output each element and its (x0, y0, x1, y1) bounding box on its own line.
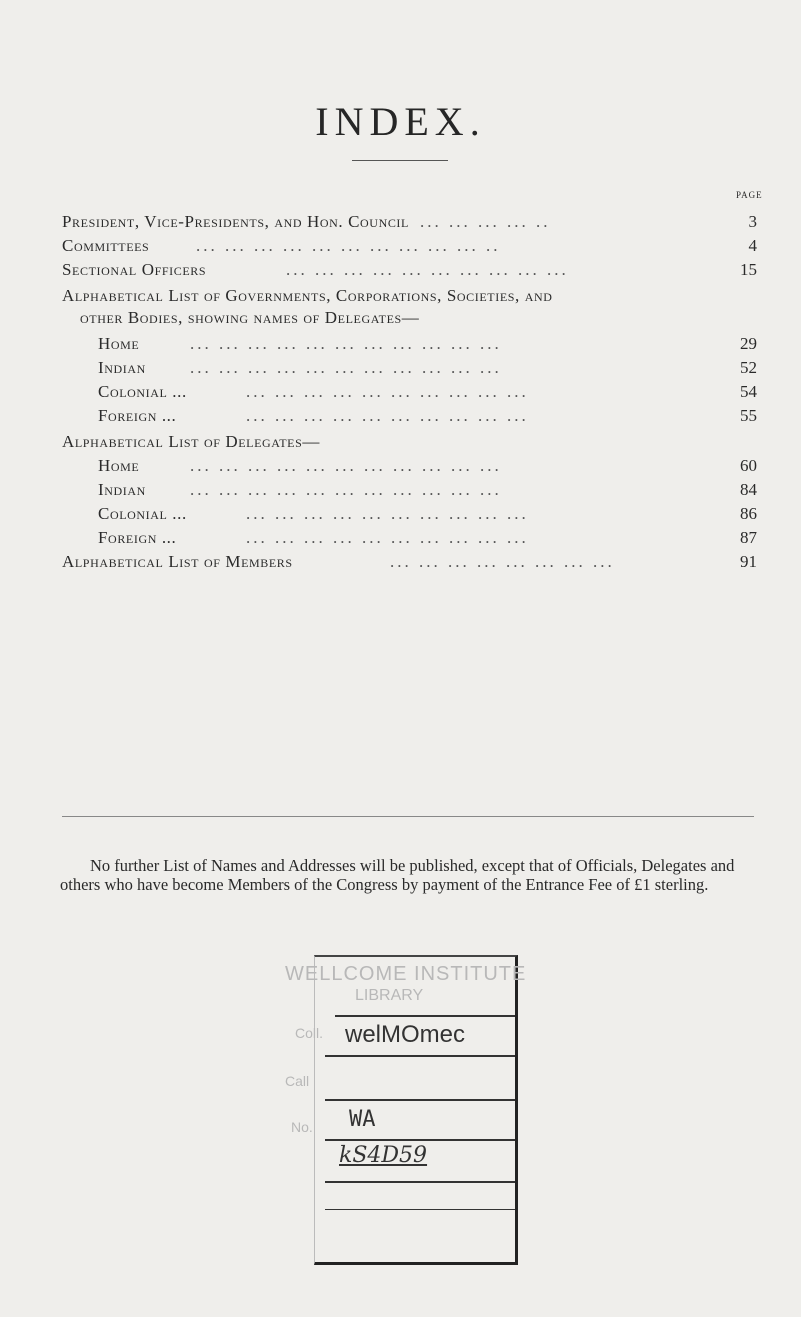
index-entry-page: 4 (748, 236, 757, 255)
index-entry-label: Indian (98, 480, 146, 499)
stamp-coll-label: Coll. (295, 1025, 324, 1041)
index-entry-page: 60 (740, 456, 757, 475)
stamp-line1-faint: WELLCOME INSTITUTE (285, 963, 527, 985)
index-entry (0, 502, 801, 526)
stamp-line-3 (325, 1099, 515, 1101)
index-entry-leader-dots: ... ... ... ... ... ... ... ... ... ... (246, 528, 529, 547)
index-entry (0, 550, 801, 574)
index-entry (0, 454, 801, 478)
index-entry-page: 54 (740, 382, 757, 401)
index-entry-label: Colonial ... (98, 382, 187, 401)
index-entry-page: 29 (740, 334, 757, 353)
stamp-library-text: LIBRARY (355, 987, 424, 1004)
index-title: INDEX. (315, 99, 486, 144)
bottom-rule (62, 816, 754, 817)
index-entry-label: Foreign ... (98, 528, 177, 547)
index-entry-leader-dots: ... ... ... ... ... ... ... ... ... ... ... (190, 334, 502, 353)
index-entry-leader-dots: ... ... ... ... ... ... ... ... ... ... ... (190, 480, 502, 499)
stamp-institute-text (285, 963, 526, 986)
index-entry-leader-dots: ... ... ... ... ... ... ... ... ... ... ... (190, 456, 502, 475)
index-entry-page: 52 (740, 358, 757, 377)
index-entry-leader-dots: ... ... ... ... ... ... ... ... ... ... (246, 504, 529, 523)
index-entry-page: 91 (740, 552, 757, 571)
index-entry (0, 306, 801, 330)
index-entry-label: Home (98, 334, 140, 353)
index-entry-label: Alphabetical List of Governments, Corporations, Societies, and (62, 286, 553, 305)
index-entry (0, 404, 801, 428)
index-entry-leader-dots: ... ... ... ... ... ... ... ... ... ... (246, 406, 529, 425)
index-entry-leader-dots: ... ... ... ... ... ... ... ... ... ... ... (190, 358, 502, 377)
page-column-heading: PAGE (736, 190, 763, 200)
stamp-line-5 (325, 1181, 515, 1183)
index-entry-label: Colonial ... (98, 504, 187, 523)
library-stamp (285, 955, 527, 1265)
index-entry-leader-dots: ... ... ... ... ... ... ... ... ... ... (246, 382, 529, 401)
index-entry (0, 234, 801, 258)
index-entry-label: Foreign ... (98, 406, 177, 425)
stamp-line-6 (325, 1209, 515, 1210)
index-entry-page: 87 (740, 528, 757, 547)
index-entry-leader-dots: ... ... ... ... .. (420, 212, 551, 231)
stamp-call-label: Call (285, 1073, 310, 1089)
index-entry-leader-dots: ... ... ... ... ... ... ... ... ... ... (286, 260, 569, 279)
stamp-shelf-value: kS4D59 (339, 1143, 428, 1168)
title-rule (352, 160, 448, 161)
index-entry-page: 55 (740, 406, 757, 425)
stamp-line-4 (325, 1139, 515, 1141)
index-entry (0, 210, 801, 234)
index-entry (0, 284, 801, 308)
membership-note-text: No further List of Names and Addresses will be published, except that of Officials, Delegates and others who have become Members of the Congress by payment of the Entrance Fee of £1 sterling. (60, 856, 735, 894)
index-entry-label: President, Vice-Presidents, and Hon. Council (62, 212, 409, 231)
index-entry-label: Alphabetical List of Members (62, 552, 293, 571)
index-entry (0, 526, 801, 550)
index-entry (0, 430, 801, 454)
index-entry-label: Alphabetical List of Delegates— (62, 432, 320, 451)
index-entry-label: other Bodies, showing names of Delegates— (80, 308, 420, 327)
stamp-no-value: WA (349, 1107, 376, 1132)
index-entry-leader-dots: ... ... ... ... ... ... ... ... ... ... .. (196, 236, 501, 255)
stamp-line-2 (325, 1055, 515, 1057)
index-entry-label: Committees (62, 236, 150, 255)
index-entry (0, 356, 801, 380)
index-entry-page: 86 (740, 504, 757, 523)
index-entry (0, 380, 801, 404)
index-entry-label: Sectional Officers (62, 260, 207, 279)
stamp-no-label: No. (291, 1119, 313, 1135)
index-entry-page: 84 (740, 480, 757, 499)
membership-note (60, 856, 750, 894)
index-entry-page: 3 (748, 212, 757, 231)
index-entry-page: 15 (740, 260, 757, 279)
index-entry-leader-dots: ... ... ... ... ... ... ... ... (390, 552, 615, 571)
index-entry (0, 478, 801, 502)
index-entry (0, 258, 801, 282)
stamp-line-1 (335, 1015, 515, 1017)
index-entry (0, 332, 801, 356)
index-entry-label: Home (98, 456, 140, 475)
index-entry-label: Indian (98, 358, 146, 377)
stamp-coll-value: welMOmec (345, 1021, 466, 1048)
